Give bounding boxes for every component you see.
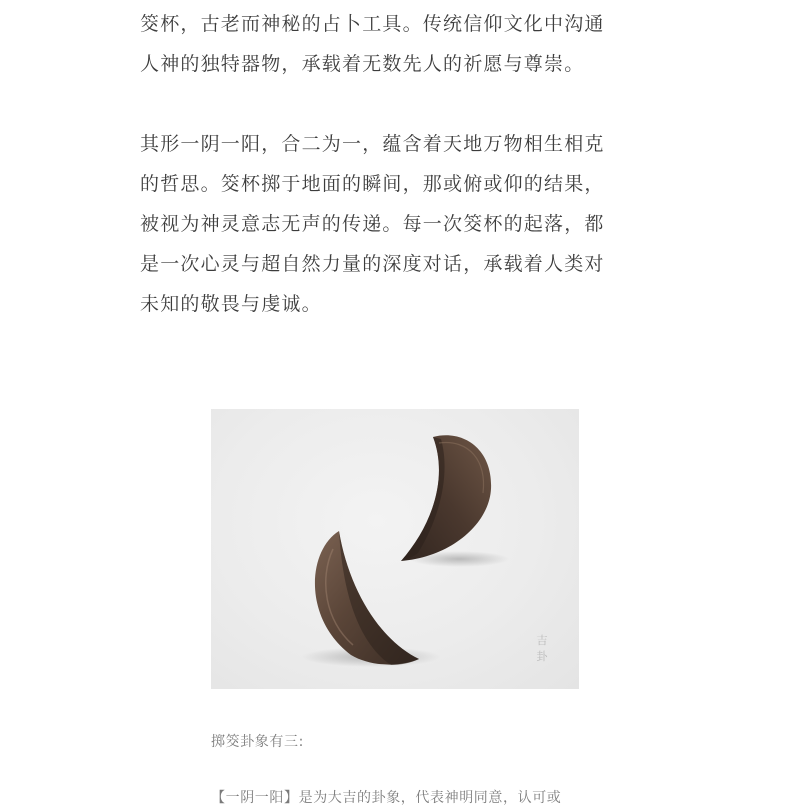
- text-line: 是一次心灵与超自然力量的深度对话，承载着人类对: [140, 253, 605, 275]
- next-paragraph-line: 【一阴一阳】是为大吉的卦象，代表神明同意，认可或: [211, 790, 562, 806]
- text-line: 的哲思。筊杯掷于地面的瞬间，那或俯或仰的结果，: [140, 173, 605, 195]
- text-line: 被视为神灵意志无声的传递。每一次筊杯的起落，都: [140, 213, 605, 235]
- text-line: 人神的独特器物，承载着无数先人的祈愿与尊崇。: [140, 53, 585, 75]
- seal-text: 吉卦: [536, 634, 548, 663]
- text-line: 未知的敬畏与虔诚。: [140, 293, 322, 315]
- caption: 掷筊卦象有三:: [211, 734, 304, 750]
- text-line: 筊杯，古老而神秘的占卜工具。传统信仰文化中沟通: [140, 13, 605, 35]
- jiaobei-photo: [211, 409, 579, 689]
- text-line: 其形一阴一阳，合二为一，蕴含着天地万物相生相克: [140, 133, 605, 155]
- jiaobei-illustration: [211, 409, 579, 689]
- intro-paragraph: [140, 4, 660, 84]
- upper-jiaobei-block: [401, 435, 491, 561]
- lower-jiaobei-block: [315, 531, 419, 665]
- article-body: [140, 4, 660, 324]
- philosophy-paragraph: [140, 124, 660, 324]
